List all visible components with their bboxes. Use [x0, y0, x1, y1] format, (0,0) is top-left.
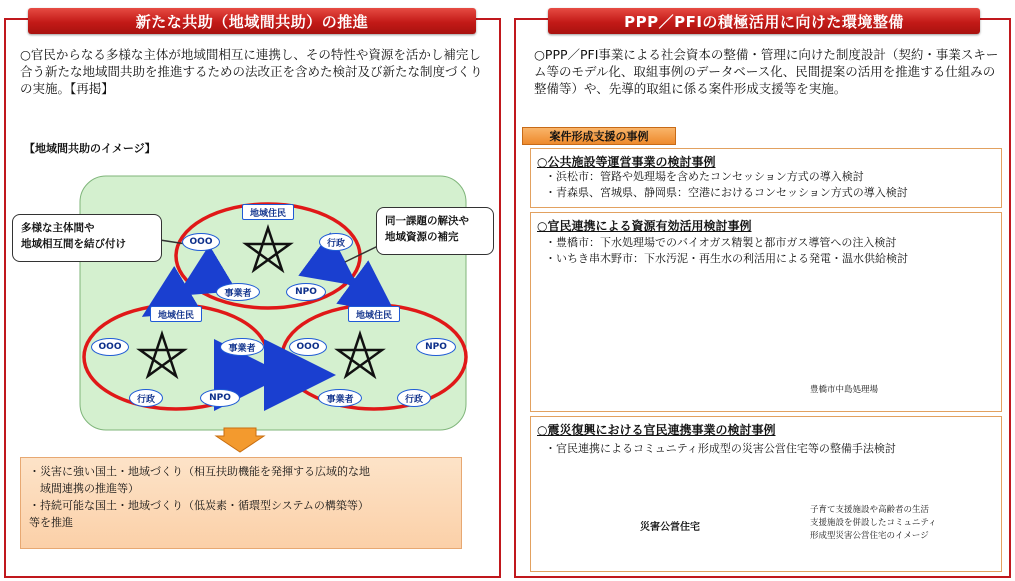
housing-annotation: [810, 504, 960, 543]
cluster-node-npo: NPO: [416, 338, 456, 356]
down-arrow-icon: [216, 428, 264, 452]
left-paragraph: ○官民からなる多様な主体が地域間相互に連携し、その特性や資源を活かし補完し合う新たな地域間共助を推進するための法改正を含めた検討及び新たな制度づくりの実施。【再掲】: [20, 47, 483, 96]
annotation-line: 支援施設を併設したコミュニティ: [810, 518, 937, 528]
left-panel-title: 新たな共助（地域間共助）の推進: [28, 8, 476, 34]
case-box-reconstruction: [530, 416, 1002, 572]
annotation-line: 子育て支援施設や高齢者の生活: [810, 505, 930, 515]
cluster-node-resident: 地域住民: [150, 306, 202, 322]
photo-caption: 豊橋市中島処理場: [810, 385, 879, 395]
cluster-node-business: 事業者: [220, 338, 264, 356]
callout-left: [12, 214, 162, 262]
callout-left-line-1: 多様な主体間や: [21, 222, 95, 234]
cluster-node-resident: 地域住民: [348, 306, 400, 322]
cluster-node-admin: 行政: [319, 233, 353, 251]
case-tag: 案件形成支援の事例: [522, 127, 676, 145]
case-title: ○震災復興における官民連携事業の検討事例: [537, 423, 776, 437]
cluster-node-admin: 行政: [397, 389, 431, 407]
result-line: 域間連携の推進等）: [29, 482, 139, 495]
cluster-node-business: 事業者: [318, 389, 362, 407]
result-box: [20, 457, 462, 549]
cluster-node-resident: 地域住民: [242, 204, 294, 220]
housing-label: 災害公営住宅: [640, 522, 700, 533]
case-line: ・いちき串木野市：下水汚泥・再生水の利活用による発電・温水供給検討: [545, 252, 908, 265]
result-line: 等を推進: [29, 516, 73, 529]
cluster-node-npo: NPO: [286, 283, 326, 301]
callout-right-line-2: 地域資源の補完: [385, 231, 459, 243]
callout-right-line-1: 同一課題の解決や: [385, 215, 469, 227]
right-paragraph: ○PPP／PFI事業による社会資本の整備・管理に向けた制度設計（契約・事業スキーム等のモデル化、取組事例のデータベース化、民間提案の活用を推進する仕組みの整備等）や、先導的取組に係る案件形成支援等を実施。: [534, 47, 999, 96]
case-line: ・官民連携によるコミュニティ形成型の災害公営住宅等の整備手法検討: [545, 442, 896, 455]
result-line: ・災害に強い国土・地域づくり（相互扶助機能を発揮する広域的な地: [29, 465, 370, 478]
cluster-node-admin: 行政: [129, 389, 163, 407]
cluster-node-ooo: OOO: [289, 338, 327, 356]
case-line: ・青森県、宮城県、静岡県：空港におけるコンセッション方式の導入検討: [545, 186, 908, 199]
result-line: ・持続可能な国土・地域づくり（低炭素・循環型システムの構築等）: [29, 499, 369, 512]
case-line: ・豊橋市：下水処理場でのバイオガス精製と都市ガス導管への注入検討: [545, 236, 897, 249]
cluster-node-ooo: OOO: [182, 233, 220, 251]
callout-right: [376, 207, 494, 255]
cluster-node-business: 事業者: [216, 283, 260, 301]
right-panel-title: PPP／PFIの積極活用に向けた環境整備: [548, 8, 980, 34]
diagram-heading: 【地域間共助のイメージ】: [24, 142, 156, 155]
case-box-resource: [530, 212, 1002, 412]
case-line: ・浜松市：管路や処理場を含めたコンセッション方式の導入検討: [545, 170, 864, 183]
annotation-line: 形成型災害公営住宅のイメージ: [810, 531, 929, 541]
case-title: ○官民連携による資源有効活用検討事例: [537, 219, 752, 233]
cluster-node-ooo: OOO: [91, 338, 129, 356]
case-title: ○公共施設等運営事業の検討事例: [537, 155, 716, 169]
callout-left-line-2: 地域相互間を結び付け: [21, 238, 126, 250]
cluster-node-npo: NPO: [200, 389, 240, 407]
case-box-concession: [530, 148, 1002, 208]
